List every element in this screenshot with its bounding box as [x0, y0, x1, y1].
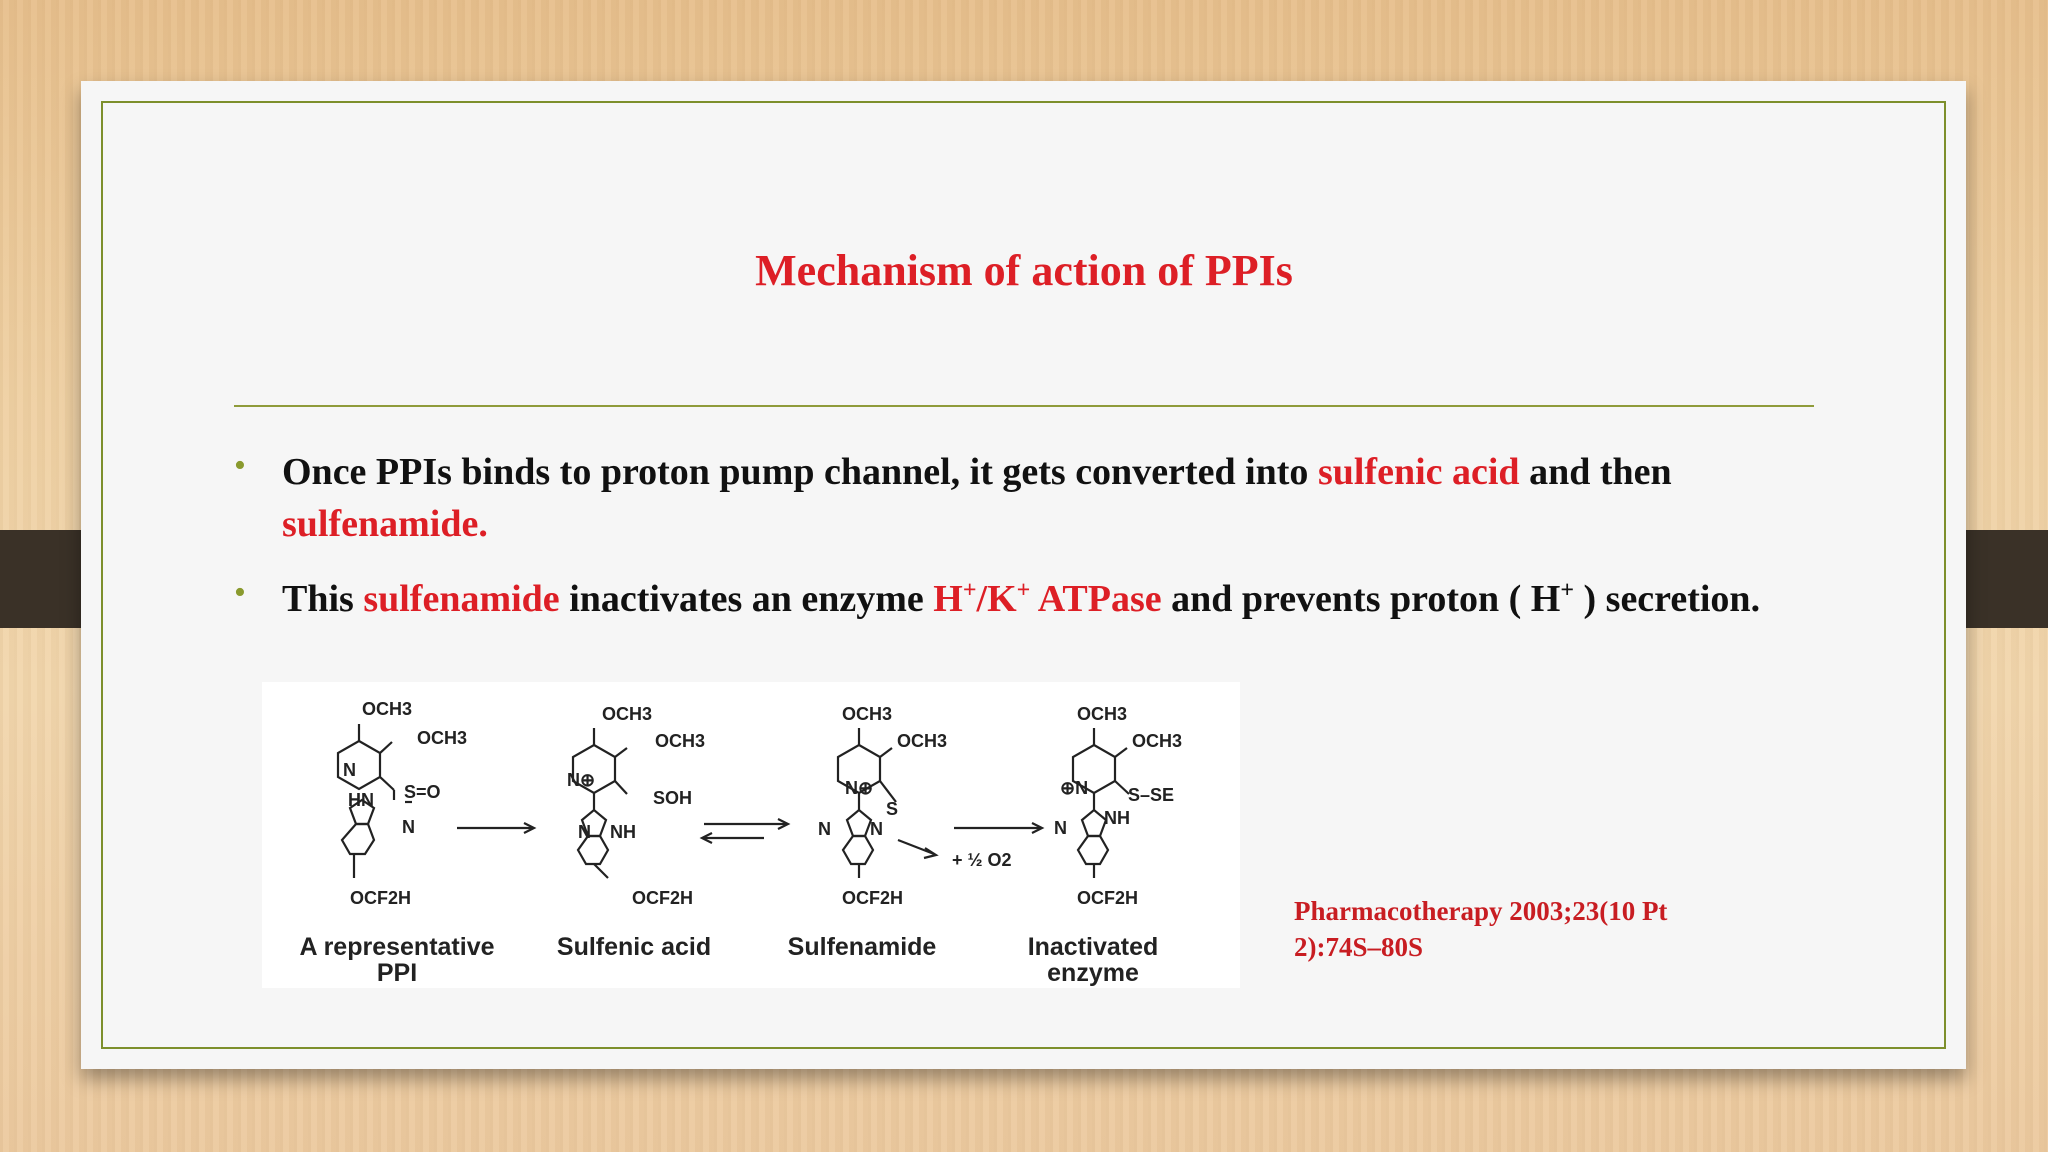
bullet-segment: inactivates an enzyme [559, 578, 934, 620]
caption-representative-ppi: A representative PPI [299, 933, 495, 987]
nh-label: NH [610, 822, 636, 842]
bullet-text-1 [282, 446, 1842, 550]
ocf2h-label: OCF2H [1077, 888, 1139, 908]
title-divider [234, 405, 1814, 407]
highlighted-term: sulfenic acid [1317, 451, 1520, 493]
bullet-dot-icon: • [234, 574, 246, 611]
byproduct-label: + ½ O2 [952, 850, 1012, 870]
highlighted-term: /K [976, 578, 1017, 620]
soh-label: SOH [653, 788, 693, 808]
och3-label: OCH3 [417, 728, 468, 748]
och3-label: OCH3 [602, 704, 653, 724]
pyridinium-label: ⊕N [1060, 778, 1089, 798]
nh-label: NH [1104, 808, 1130, 828]
ocf2h-label: OCF2H [842, 888, 904, 908]
imidazole-n-label: N [402, 817, 415, 837]
highlighted-term: + [962, 577, 977, 604]
caption-sulfenic-acid: Sulfenic acid [556, 933, 712, 961]
imidazole-n-label: N [578, 822, 591, 842]
highlighted-term: sulfenamide. [282, 503, 488, 545]
imidazole-n-label: N [870, 819, 883, 839]
och3-label: OCH3 [1132, 731, 1183, 751]
reference-citation: Pharmacotherapy 2003;23(10 Pt 2):74S–80S [1294, 896, 1668, 962]
och3-label: OCH3 [1077, 704, 1128, 724]
caption-inactivated-enzyme: Inactivated enzyme [1027, 933, 1159, 987]
och3-label: OCH3 [897, 731, 948, 751]
sulfinyl-label: S=O [404, 782, 441, 802]
och3-label: OCH3 [655, 731, 706, 751]
bullet-segment: and then [1519, 451, 1672, 493]
pyridine-n-label: N [343, 760, 356, 780]
caption-sulfenamide: Sulfenamide [787, 933, 937, 961]
sulfur-label: S [886, 799, 899, 819]
highlighted-term: ATPase [1030, 578, 1162, 620]
och3-label: OCH3 [362, 699, 413, 719]
highlighted-term: + [1016, 577, 1031, 604]
reaction-scheme-figure [262, 682, 1240, 988]
imidazole-n-label: N [1054, 818, 1067, 838]
bullet-dot-icon: • [234, 447, 246, 484]
slide-title: Mechanism of action of PPIs [755, 246, 1293, 295]
ocf2h-label: OCF2H [350, 888, 412, 908]
och3-label: OCH3 [842, 704, 893, 724]
bullet-segment: Once PPIs binds to proton pump channel, it gets converted into [282, 451, 1318, 493]
hn-label: HN [348, 790, 374, 810]
bullet-segment: ) secretion. [1574, 578, 1761, 620]
disulfide-label: S–SE [1128, 785, 1175, 805]
bullet-segment: and prevents proton ( H [1161, 578, 1561, 620]
ocf2h-label: OCF2H [632, 888, 694, 908]
bullet-segment: This [282, 578, 364, 620]
imidazole-n-label: N [818, 819, 831, 839]
pyridinium-label: N⊕ [845, 778, 874, 798]
bullet-segment: + [1560, 577, 1574, 604]
highlighted-term: H [933, 578, 963, 620]
bullet-text-2 [282, 573, 1842, 625]
pyridinium-label: N⊕ [567, 770, 596, 790]
highlighted-term: sulfenamide [363, 578, 560, 620]
